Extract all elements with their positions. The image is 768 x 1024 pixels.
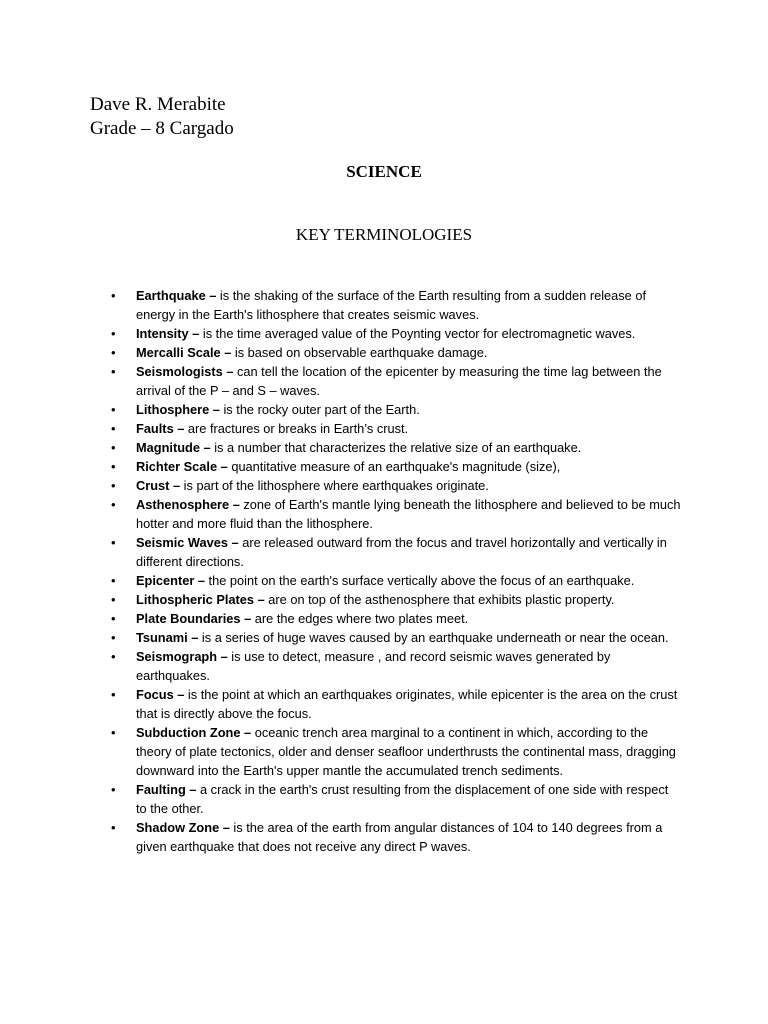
terminology-item: [111, 533, 682, 571]
bullet-icon: •: [111, 687, 116, 702]
terminology-item: [111, 476, 682, 495]
term-name: Crust –: [136, 478, 181, 493]
bullet-icon: •: [111, 535, 116, 550]
term-name: Faults –: [136, 421, 185, 436]
term-name: Faulting –: [136, 782, 197, 797]
term-name: Shadow Zone –: [136, 820, 230, 835]
terminology-item: [111, 647, 682, 685]
term-name: Focus –: [136, 687, 185, 702]
bullet-icon: •: [111, 459, 116, 474]
term-definition: are released outward from the focus and travel horizontally and vertically in different directions.: [136, 535, 667, 569]
term-definition: is the shaking of the surface of the Earth resulting from a sudden release of energy in the Earth's lithosphere that creates seismic waves.: [136, 288, 647, 322]
terminology-item: [111, 818, 682, 856]
term-name: Richter Scale –: [136, 459, 228, 474]
terminology-item: [111, 400, 682, 419]
term-name: Tsunami –: [136, 630, 199, 645]
term-definition: are on top of the asthenosphere that exhibits plastic property.: [264, 592, 615, 607]
term-definition: zone of Earth's mantle lying beneath the lithosphere and believed to be much hotter and more fluid than the lithosphere.: [136, 497, 681, 531]
author-name: Dave R. Merabite: [90, 94, 226, 115]
terminology-item: [111, 457, 682, 476]
bullet-icon: •: [111, 364, 116, 379]
subject-title: SCIENCE: [346, 162, 422, 181]
term-definition: is part of the lithosphere where earthquakes originate.: [180, 478, 489, 493]
bullet-icon: •: [111, 345, 116, 360]
bullet-icon: •: [111, 725, 116, 740]
terminology-item: [111, 286, 682, 324]
bullet-icon: •: [111, 573, 116, 588]
bullet-icon: •: [111, 649, 116, 664]
term-name: Lithospheric Plates –: [136, 592, 265, 607]
bullet-icon: •: [111, 497, 116, 512]
term-definition: are fractures or breaks in Earth’s crust.: [184, 421, 409, 436]
terminology-item: [111, 324, 682, 343]
bullet-icon: •: [111, 592, 116, 607]
bullet-icon: •: [111, 820, 116, 835]
term-definition: can tell the location of the epicenter by measuring the time lag between the arrival of the P – and S – waves.: [136, 364, 662, 398]
terminology-item: [111, 723, 682, 780]
bullet-icon: •: [111, 421, 116, 436]
term-name: Seismic Waves –: [136, 535, 239, 550]
term-name: Earthquake –: [136, 288, 217, 303]
term-definition: a crack in the earth's crust resulting from the displacement of one side with respect to the other.: [136, 782, 669, 816]
term-definition: are the edges where two plates meet.: [251, 611, 469, 626]
term-definition: is the time averaged value of the Poynting vector for electromagnetic waves.: [199, 326, 636, 341]
term-name: Epicenter –: [136, 573, 205, 588]
term-name: Intensity –: [136, 326, 200, 341]
terminology-item: [111, 495, 682, 533]
bullet-icon: •: [111, 402, 116, 417]
term-name: Magnitude –: [136, 440, 211, 455]
term-definition: is the rocky outer part of the Earth.: [219, 402, 420, 417]
term-name: Subduction Zone –: [136, 725, 252, 740]
bullet-icon: •: [111, 630, 116, 645]
term-definition: is a number that characterizes the relative size of an earthquake.: [210, 440, 582, 455]
bullet-icon: •: [111, 782, 116, 797]
document-header: [90, 93, 234, 141]
term-definition: is a series of huge waves caused by an earthquake underneath or near the ocean.: [198, 630, 669, 645]
terminology-item: [111, 685, 682, 723]
bullet-icon: •: [111, 440, 116, 455]
bullet-icon: •: [111, 288, 116, 303]
terminology-item: [111, 343, 682, 362]
terminology-item: [111, 609, 682, 628]
term-definition: is the point at which an earthquakes originates, while epicenter is the area on the crust that is directly above the focus.: [136, 687, 678, 721]
term-name: Seismologists –: [136, 364, 234, 379]
term-definition: is the area of the earth from angular distances of 104 to 140 degrees from a given earthquake that does not receive any direct P waves.: [136, 820, 663, 854]
terminology-list: [111, 286, 682, 856]
term-definition: oceanic trench area marginal to a continent in which, according to the theory of plate tectonics, older and denser seafloor underthrusts the continental mass, dragging downward into the Earth's upper mantle the accumulated trench sediments.: [136, 725, 676, 778]
term-definition: quantitative measure of an earthquake's magnitude (size),: [227, 459, 561, 474]
term-definition: is based on observable earthquake damage.: [231, 345, 488, 360]
term-name: Seismograph –: [136, 649, 228, 664]
bullet-icon: •: [111, 478, 116, 493]
term-definition: the point on the earth's surface vertically above the focus of an earthquake.: [205, 573, 635, 588]
bullet-icon: •: [111, 326, 116, 341]
section-title: KEY TERMINOLOGIES: [295, 225, 473, 244]
term-name: Asthenosphere –: [136, 497, 240, 512]
terminology-item: [111, 590, 682, 609]
terminology-item: [111, 780, 682, 818]
term-name: Plate Boundaries –: [136, 611, 252, 626]
term-name: Mercalli Scale –: [136, 345, 232, 360]
terminology-item: [111, 438, 682, 457]
terminology-item: [111, 362, 682, 400]
term-name: Lithosphere –: [136, 402, 220, 417]
terminology-item: [111, 571, 682, 590]
author-grade: Grade – 8 Cargado: [90, 118, 234, 139]
terminology-item: [111, 628, 682, 647]
terminology-item: [111, 419, 682, 438]
term-definition: is use to detect, measure , and record seismic waves generated by earthquakes.: [136, 649, 611, 683]
bullet-icon: •: [111, 611, 116, 626]
